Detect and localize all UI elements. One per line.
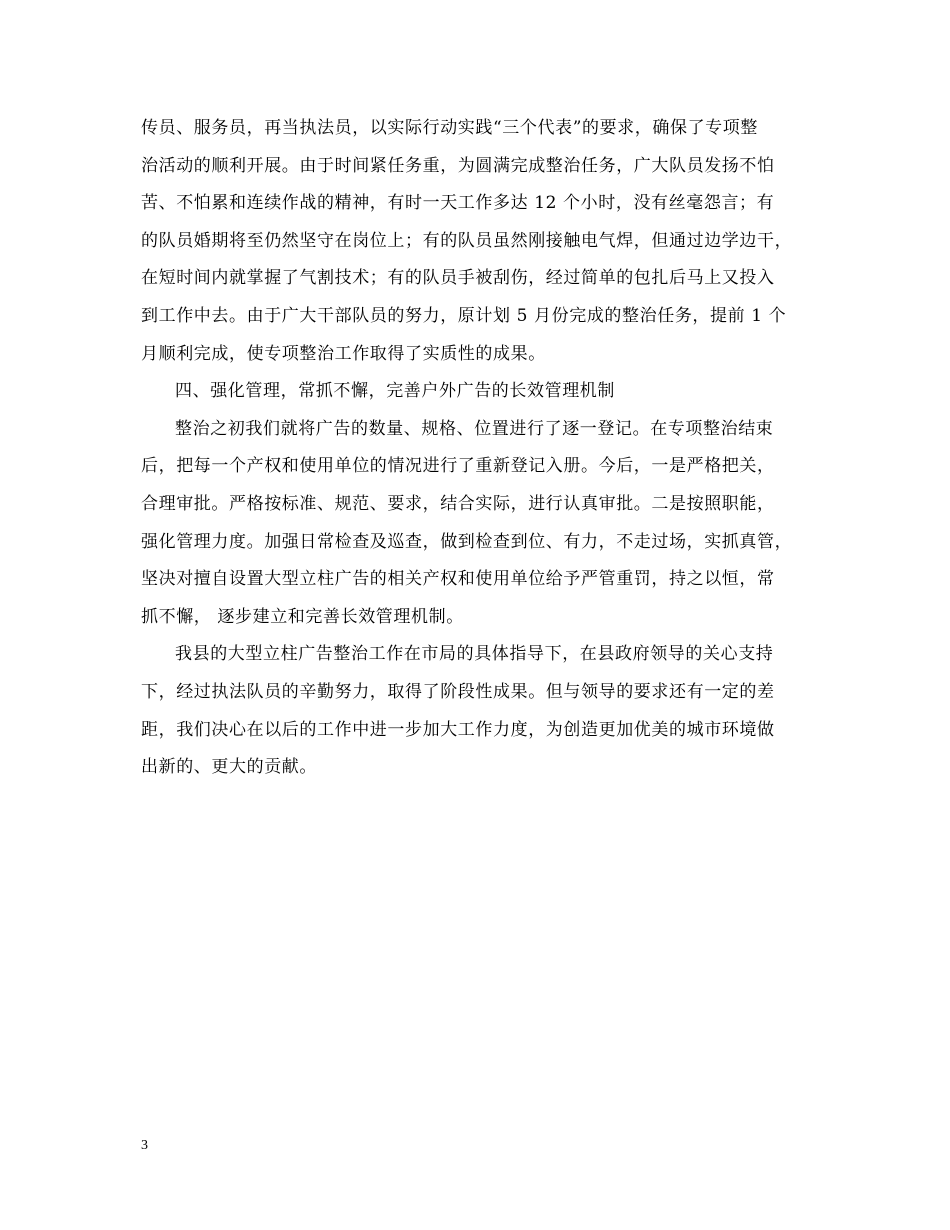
page-number: 3: [141, 1138, 148, 1153]
text-line: 月顺利完成，使专项整治工作取得了实质性的成果。: [141, 343, 546, 364]
text-line: 合理审批。严格按标准、规范、要求，结合实际，进行认真审批。二是按照职能，: [141, 493, 775, 514]
document-body: [141, 110, 813, 787]
text-line: 到工作中去。由于广大干部队员的努力，原计划 5 月份完成的整治任务，提前 1 个: [141, 305, 787, 326]
text-line: 坚决对擅自设置大型立柱广告的相关产权和使用单位给予严管重罚，持之以恒，常: [141, 569, 775, 590]
text-line: 出新的、更大的贡献。: [141, 757, 317, 778]
section-heading: 四、强化管理，常抓不懈，完善户外广告的长效管理机制: [175, 381, 615, 402]
text-line: 距，我们决心在以后的工作中进一步加大工作力度，为创造更加优美的城市环境做: [141, 719, 775, 740]
text-line: 后，把每一个产权和使用单位的情况进行了重新登记入册。今后，一是严格把关，: [141, 456, 775, 477]
text-line: 强化管理力度。加强日常检查及巡查，做到检查到位、有力，不走过场，实抓真管，: [141, 531, 793, 552]
text-line: 整治之初我们就将广告的数量、规格、位置进行了逐一登记。在专项整治结束: [175, 418, 774, 439]
text-line: 我县的大型立柱广告整治工作在市局的具体指导下，在县政府领导的关心支持: [175, 644, 774, 665]
text-line: 在短时间内就掌握了气割技术；有的队员手被刮伤，经过简单的包扎后马上又投入: [141, 268, 775, 289]
text-line: 传员、服务员，再当执法员，以实际行动实践“三个代表”的要求，确保了专项整: [141, 118, 758, 138]
text-line: 抓不懈， 逐步建立和完善长效管理机制。: [141, 606, 464, 627]
text-line: 下，经过执法队员的辛勤努力，取得了阶段性成果。但与领导的要求还有一定的差: [141, 681, 775, 702]
text-line: 治活动的顺利开展。由于时间紧任务重，为圆满完成整治任务，广大队员发扬不怕: [141, 155, 775, 176]
text-line: 的队员婚期将至仍然坚守在岗位上；有的队员虽然刚接触电气焊，但通过边学边干，: [141, 230, 793, 251]
text-line: 苦、不怕累和连续作战的精神，有时一天工作多达 12 个小时，没有丝毫怨言；有: [141, 193, 775, 214]
